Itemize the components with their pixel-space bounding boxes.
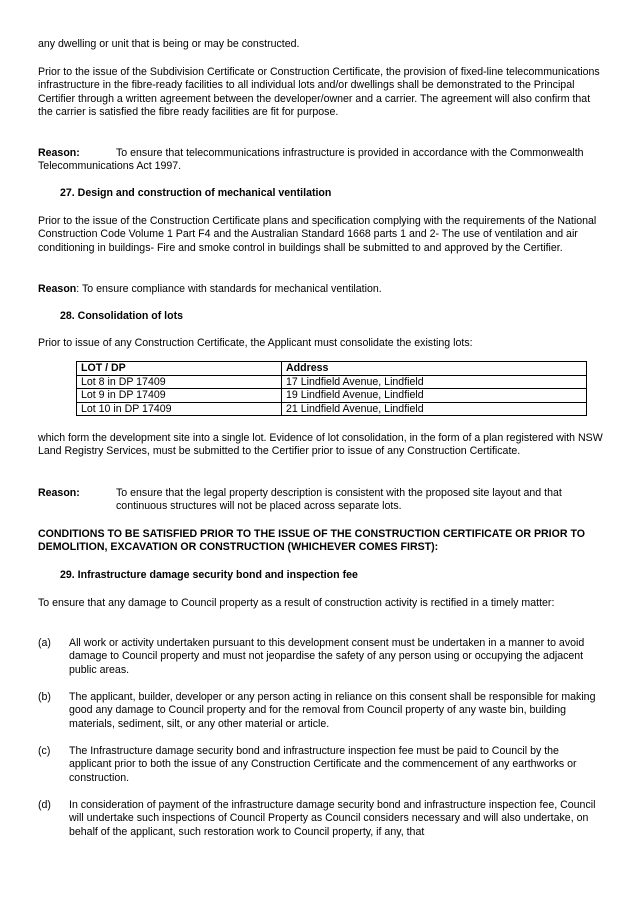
- column-header-lot-dp: LOT / DP: [77, 362, 282, 376]
- list-marker: (d): [38, 799, 51, 811]
- table-row: [77, 375, 587, 389]
- heading-condition-27: 27. Design and construction of mechanical ventilation: [60, 187, 332, 199]
- reason-telecommunications: [38, 147, 604, 174]
- list-item-text: In consideration of payment of the infrastructure damage security bond and infrastructure inspection fee, Council will undertake such inspections of Council Property as Council considers necessary and will also undertake, on behalf of the applicant, such restoration work to Council property, if any, that: [69, 799, 596, 838]
- list-item-text: The applicant, builder, developer or any person acting in reliance on this consent shall be responsible for making good any damage to Council property and for the removal from Council property of any waste bin, building materials, sediment, silt, or any other material or article.: [69, 691, 596, 730]
- lot-cell: Lot 10 in DP 17409: [77, 402, 282, 416]
- reason-text: To ensure that the legal property description is consistent with the proposed site layout and that continuous structures will not be placed across separate lots.: [116, 487, 562, 513]
- list-marker: (c): [38, 745, 51, 757]
- lot-cell: Lot 9 in DP 17409: [77, 389, 282, 403]
- list-item-text: All work or activity undertaken pursuant to this development consent must be undertaken in a manner to avoid damage to Council property and must not jeopardise the safety of any person using or occupying the adjacent public areas.: [69, 637, 585, 676]
- column-header-address: Address: [282, 362, 587, 376]
- reason-label: Reason:: [38, 487, 80, 499]
- heading-condition-28: 28. Consolidation of lots: [60, 310, 184, 322]
- conditions-section-heading: CONDITIONS TO BE SATISFIED PRIOR TO THE ISSUE OF THE CONSTRUCTION CERTIFICATE OR PRIOR TO DEMOLITION, EXCAVATION OR CONSTRUCTION (WHICHEVER COMES FIRST):: [38, 528, 585, 554]
- reason-mechanical-ventilation: [38, 283, 604, 296]
- list-item-text: The Infrastructure damage security bond and infrastructure inspection fee must be paid to Council by the applicant prior to both the issue of any Construction Certificate and the commencement of any earthworks or construction.: [69, 745, 577, 784]
- paragraph-consolidate-lots: Prior to issue of any Construction Certificate, the Applicant must consolidate the existing lots:: [38, 337, 473, 349]
- table-row: [77, 389, 587, 403]
- reason-text: To ensure that telecommunications infrastructure is provided in accordance with the Commonwealth Telecommunications Act 1997.: [38, 147, 584, 173]
- paragraph-telecommunications: Prior to the issue of the Subdivision Certificate or Construction Certificate, the provision of fixed-line telecommunications infrastructure in the fibre-ready facilities to all individual lots and/or dwellings shall be demonstrated to the Principal Certifier through a written agreement between the developer/owner and a carrier. The agreement will also confirm that the carrier is satisfied the fibre ready facilities are fit for purpose.: [38, 66, 600, 119]
- paragraph-damage-rectification: To ensure that any damage to Council property as a result of construction activity is rectified in a timely matter:: [38, 597, 555, 609]
- address-cell: 21 Lindfield Avenue, Lindfield: [282, 402, 587, 416]
- reason-label: Reason: [38, 283, 77, 295]
- address-cell: 17 Lindfield Avenue, Lindfield: [282, 375, 587, 389]
- table-row: [77, 402, 587, 416]
- paragraph-lot-consolidation-evidence: which form the development site into a single lot. Evidence of lot consolidation, in the form of a plan registered with NSW Land Registry Services, must be submitted to the Certifier prior to issue of any Construction Certificate.: [38, 432, 603, 458]
- paragraph-dwelling: any dwelling or unit that is being or may be constructed.: [38, 38, 300, 50]
- reason-property-description: [38, 487, 604, 514]
- table-header-row: [77, 362, 587, 376]
- list-marker: (b): [38, 691, 51, 703]
- heading-condition-29: 29. Infrastructure damage security bond and inspection fee: [60, 569, 358, 581]
- reason-text: : To ensure compliance with standards for mechanical ventilation.: [76, 283, 382, 295]
- address-cell: 19 Lindfield Avenue, Lindfield: [282, 389, 587, 403]
- paragraph-mechanical-ventilation: Prior to the issue of the Construction Certificate plans and specification complying with the requirements of the National Construction Code Volume 1 Part F4 and the Australian Standard 1668 parts 1 and 2- The use of ventilation and air conditioning in buildings- Fire and smoke control in buildings shall be submitted to and approved by the Certifier.: [38, 215, 597, 254]
- lots-table: [76, 361, 587, 416]
- reason-label: Reason:: [38, 147, 80, 159]
- list-marker: (a): [38, 637, 51, 649]
- lot-cell: Lot 8 in DP 17409: [77, 375, 282, 389]
